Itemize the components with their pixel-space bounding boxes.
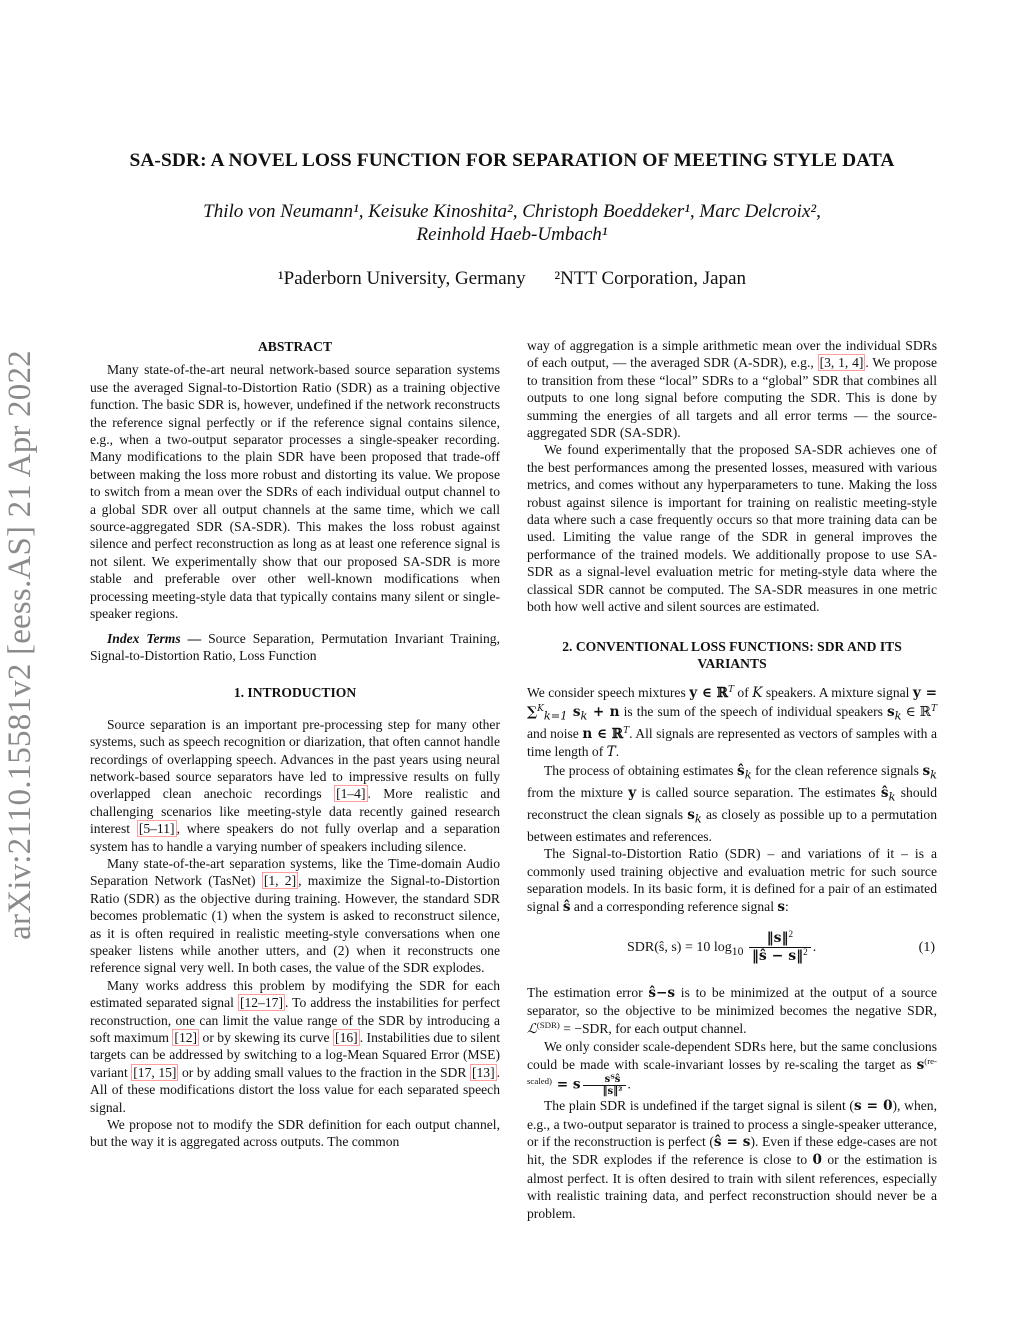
- affiliations: [120, 268, 904, 290]
- section-2-paragraph-2: The process of obtaining estimates $ŝ_k$ for the clean reference signals $s_k$ from the mixture y is called source separation. The estimates $ŝ_k$ should reconstruct the clean signals $s_k$ as closely as possible up to a permutation between estimates and references.: [527, 762, 937, 845]
- right-paragraph-2: We found experimentally that the proposed SA-SDR achieves one of the best performances among the presented losses, measured with various metrics, and comes without any hyperparameters to tune. Making the loss robust against silence is important for training on realistic meeting-style data where such a case frequently occurs so that more training data can be used. Limiting the value range of the SDR in general improves the performance of the trained models. We additionally propose to use SA-SDR as a signal-level evaluation metric for meting-style data where the classical SDR cannot be computed. The SA-SDR measures in one metric both how well active and silent sources are estimated.: [527, 442, 937, 615]
- authors-line-2: Reinhold Haeb-Umbach¹: [416, 224, 608, 245]
- citation-link[interactable]: [1, 2]: [263, 873, 297, 889]
- affiliation-ntt: ²NTT Corporation, Japan: [554, 268, 747, 289]
- abstract-heading: ABSTRACT: [257, 339, 333, 354]
- intro-paragraph-3: Many works address this problem by modifying the SDR for each estimated separated signal [12–17] . To address the instabilities for perfect reconstruction, one can limit the value range of the SDR by introducing a soft maximum [12] or by skewing its curve [16] . Instabilities due to silent targets can be addressed by switching to a log-Mean Squared Error (MSE) variant [17, 15] or by adding small values to the fraction in the SDR [13] . All of these modifications distort the loss value for each separated speech signal.: [90, 977, 501, 1115]
- right-column: [527, 337, 937, 1222]
- affiliation-paderborn: ¹Paderborn University, Germany: [277, 268, 526, 289]
- intro-paragraph-4: We propose not to modify the SDR definition for each output channel, but the way it is aggregated across outputs. The common: [90, 1117, 500, 1150]
- equation-number: (1): [918, 940, 935, 956]
- author-list: [120, 200, 904, 246]
- section-2-paragraph-1: We consider speech mixtures y ∈ ℝ$^T$ of K speakers. A mixture signal y = ∑$^K_{k=1}$ $s_k + n$ is the sum of the speech of individual speakers $s_k$ ∈ ℝ$^T$ and noise n ∈ ℝ$^T$. All signals are represented as vectors of samples with a time length of T.: [527, 685, 938, 761]
- section-2-paragraph-3: The Signal-to-Distortion Ratio (SDR) – and variations of it – is a commonly used training objective and evaluation metric for such source separation models. In its basic form, it is defined for a pair of an estimated signal ŝ and a corresponding reference signal s:: [527, 846, 937, 915]
- section-2-paragraph-4: The estimation error ŝ−s is to be minimized at the output of a source separator, so the objective to be minimized becomes the negative SDR, ℒ$^{(SDR)}$ = −SDR, for each output channel.: [527, 985, 937, 1037]
- section-1-heading: 1. INTRODUCTION: [233, 685, 357, 701]
- citation-link[interactable]: [12–17]: [239, 995, 283, 1011]
- citation-link[interactable]: [13]: [471, 1064, 495, 1080]
- equation-body: SDR(ŝ, s) = 10 $\log_{10}$ $\frac{‖s‖^2}{‖ŝ - s‖^2}$ .: [627, 929, 817, 965]
- equation-fraction: $\frac{‖s‖^2}{‖ŝ - s‖^2}$: [749, 930, 811, 966]
- index-terms: [90, 630, 500, 665]
- arxiv-stamp[interactable]: arXiv:2110.15581v2 [eess.AS] 21 Apr 2022: [2, 350, 38, 940]
- section-2-paragraph-5: We only consider scale-dependent SDRs here, but the same conclusions could be made with scale-invariant losses by re-scaling the target as $s^{(re-scaled)} = s$ $\frac{\text{sᵀŝ}}{\text{‖s‖²}}$ .: [527, 1039, 937, 1098]
- index-terms-list: Source Separation, Permutation Invariant Training, Signal-to-Distortion Ratio, Loss Function: [90, 630, 501, 663]
- intro-paragraph-1: Source separation is an important pre-processing step for many other systems, such as speech recognition or diarization, that often cannot handle recordings of overlapping speech. Advances in the past years using neural network-based source separators have led to impressive results on fully overlapped clean anechoic recordings [1–4] . More realistic and challenging scenarios like meeting-style data recently gained research interest [5–11] , where speakers do not fully overlap and a separation system has to handle a varying number of speakers including silence.: [90, 716, 500, 854]
- authors-line-1: Thilo von Neumann¹, Keisuke Kinoshita², Christoph Boeddeker¹, Marc Delcroix²,: [203, 201, 821, 222]
- right-paragraph-1: way of aggregation is a simple arithmetic mean over the individual SDRs of each output, — the averaged SDR (A-SDR), e.g., [3, 1, 4] . We propose to transition from these “local” SDRs to a “global” SDR that combines all outputs to one long signal before computing the SDR. This is done by summing the energies of all targets and all error terms — the source-aggregated SDR (SA-SDR).: [527, 338, 937, 441]
- index-terms-dash: —: [187, 630, 202, 646]
- citation-link[interactable]: [5–11]: [138, 821, 175, 837]
- intro-paragraph-2: Many state-of-the-art separation systems, like the Time-domain Audio Separation Network (TasNet) [1, 2] , maximize the Signal-to-Distortion Ratio (SDR) as the objective during training. However, the standard SDR becomes problematic (1) when the system is asked to reconstruct silence, as it is often required in realistic meeting-style conversations when one speaker listens while another utters, and (2) when it reconstructs one reference signal very well. In both cases, the value of the SDR explodes.: [90, 855, 500, 976]
- section-2-paragraph-6: The plain SDR is undefined if the target signal is silent (s = 0), when, e.g., a two-output separator is trained to process a single-speaker utterance, or if the reconstruction is perfect (ŝ = s). Even if these edge-cases are not hit, the SDR explodes if the reference is close to 0 or the estimation is almost perfect. It is often desired to train with silent references, especially with realistic training data, and perfect reconstruction should never be a problem.: [527, 1098, 937, 1221]
- paper-title: SA-SDR: A NOVEL LOSS FUNCTION FOR SEPARATION OF MEETING STYLE DATA: [129, 150, 895, 171]
- citation-link[interactable]: [1–4]: [336, 786, 366, 802]
- abstract-text: Many state-of-the-art neural network-based source separation systems use the averaged Signal-to-Distortion Ratio (SDR) as a training objective function. The basic SDR is, however, undefined if the network reconstructs the reference signal perfectly or if the reference signal contains silence, e.g., when a two-output separator processes a single-speaker recording. Many modifications to the plain SDR have been proposed that trade-off between making the loss more robust and distorting its value. We propose to switch from a mean over the SDRs of each individual output channel to a global SDR over all output channels at the same time, which we call source-aggregated SDR (SA-SDR). This makes the loss robust against silence and perfect reconstruction as long as at least one reference signal is not silent. We experimentally show that our proposed SA-SDR is more stable and preferable over other well-known modifications when processing meeting-style data that typically contains many silent or single-speaker regions.: [90, 362, 500, 622]
- citation-link[interactable]: [17, 15]: [133, 1064, 177, 1080]
- equation-1: [527, 926, 937, 978]
- left-column: [90, 338, 500, 1151]
- citation-link[interactable]: [3, 1, 4]: [819, 355, 864, 371]
- index-terms-label: Index Terms: [107, 630, 181, 646]
- citation-link[interactable]: [12]: [174, 1030, 198, 1046]
- section-2-heading: 2. CONVENTIONAL LOSS FUNCTIONS: SDR AND ITS VARIANTS: [562, 638, 902, 671]
- citation-link[interactable]: [16]: [335, 1030, 358, 1046]
